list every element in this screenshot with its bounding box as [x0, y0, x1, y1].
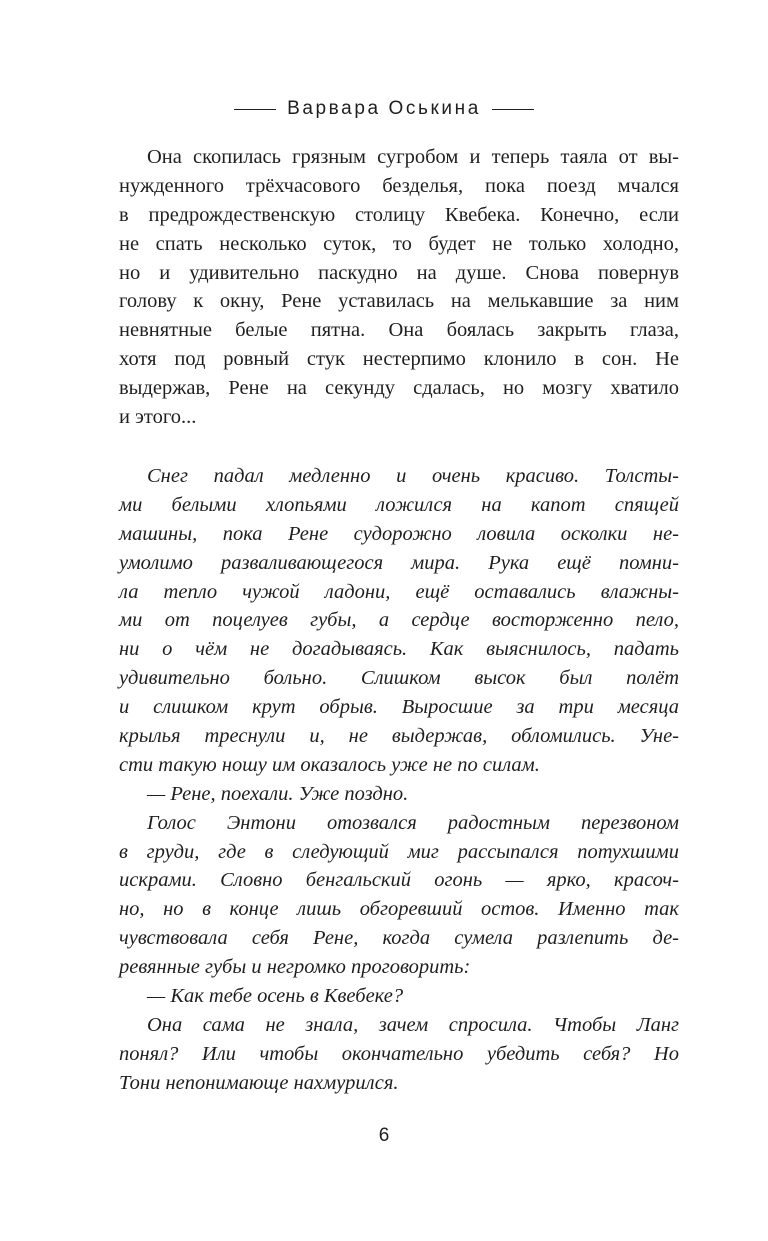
page-number: 6 — [378, 1125, 390, 1146]
text-line: выдержав, Рене на секунду сдалась, но мозгу хватило — [119, 377, 679, 400]
text-line: Она скопилась грязным сугробом и теперь таяла от вы- — [147, 146, 679, 168]
dialogue-line: — Рене, поехали. Уже поздно. — [147, 782, 409, 805]
text-line: сти такую ношу им оказалось уже не по силам. — [119, 753, 540, 776]
text-line: в предрождественскую столицу Квебека. Конечно, если — [119, 203, 679, 226]
text-line: Снег падал медленно и очень красиво. Толсты- — [147, 465, 679, 487]
header-rule-left — [234, 109, 276, 110]
text-line: машины, пока Рене судорожно ловила осколки не- — [119, 522, 679, 545]
text-line: в груди, где в следующий миг рассыпался потухшими — [119, 840, 679, 863]
running-header — [0, 94, 768, 124]
paragraph-train — [119, 143, 679, 432]
text-line: хотя под ровный стук нестерпимо клонило в сон. Не — [119, 348, 679, 371]
text-line: ми от поцелуев губы, а сердце восторженно пело, — [119, 609, 679, 632]
italic-flashback — [119, 462, 679, 1098]
text-line: Тони непонимающе нахмурился. — [119, 1071, 399, 1094]
text-line: и этого... — [119, 406, 197, 429]
author-name: Варвара Оськина — [287, 98, 481, 119]
text-line: Она сама не знала, зачем спросила. Чтобы Ланг — [147, 1013, 679, 1036]
text-line: ми белыми хлопьями ложился на капот спящей — [119, 493, 679, 516]
text-line: не спать несколько суток, то будет не только холодно, — [119, 232, 679, 255]
text-line: умолимо разваливающегося мира. Рука ещё помни- — [119, 551, 679, 574]
text-line: ни о чём не догадываясь. Как выяснилось, падать — [119, 638, 679, 661]
text-line: искрами. Словно бенгальский огонь — ярко, красоч- — [119, 869, 679, 892]
text-line: понял? Или чтобы окончательно убедить себя? Но — [119, 1042, 679, 1065]
text-line: но, но в конце лишь обгоревший остов. Именно так — [119, 898, 679, 921]
text-line: голову к окну, Рене уставилась на мелькавшие за ним — [119, 290, 679, 313]
text-line: и слишком крут обрыв. Выросшие за три месяца — [119, 696, 679, 719]
text-line: чувствовала себя Рене, когда сумела разлепить де- — [119, 927, 679, 950]
header-rule-right — [492, 109, 534, 110]
text-line: ла тепло чужой ладони, ещё оставались влажны- — [119, 580, 679, 603]
text-line: Голос Энтони отозвался радостным перезвоном — [147, 811, 679, 834]
text-line: но и удивительно паскудно на душе. Снова повернув — [119, 261, 679, 284]
text-line: крылья треснули и, не выдержав, обломились. Уне- — [119, 725, 679, 748]
text-line: невнятные белые пятна. Она боялась закрыть глаза, — [119, 319, 679, 342]
text-line: удивительно больно. Слишком высок был полёт — [119, 667, 679, 690]
text-line: нужденного трёхчасового безделья, пока поезд мчался — [119, 174, 679, 197]
text-line: ревянные губы и негромко проговорить: — [119, 956, 471, 979]
dialogue-line: — Как тебе осень в Квебеке? — [147, 985, 404, 1008]
